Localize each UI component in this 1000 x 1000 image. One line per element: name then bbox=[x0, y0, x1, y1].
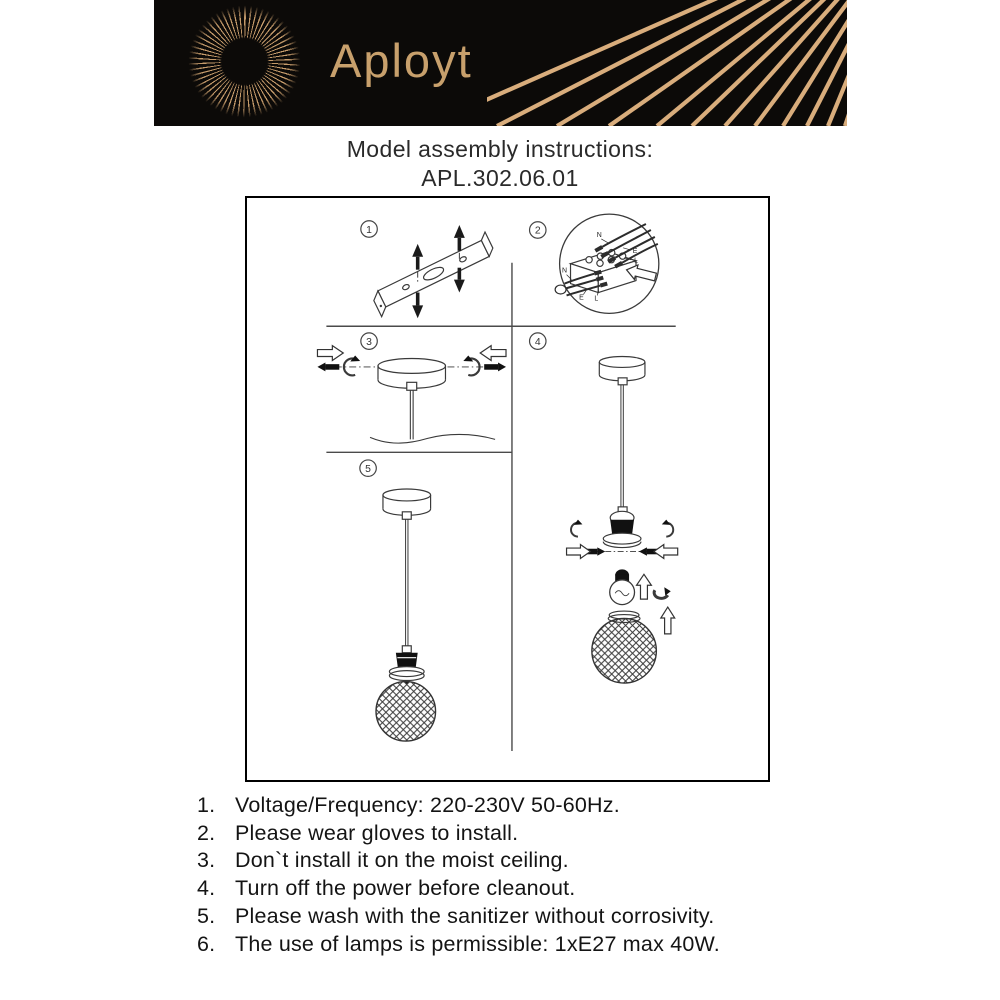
step1-panel-bracket bbox=[368, 225, 498, 318]
item-text: Turn off the power before cleanout. bbox=[235, 876, 576, 901]
mounting-bracket bbox=[368, 232, 498, 317]
canopy bbox=[599, 357, 645, 385]
wire-label-l-side: L bbox=[594, 295, 599, 303]
shade-up-arrow-icon bbox=[661, 607, 675, 634]
item-number: 1. bbox=[197, 793, 216, 817]
rays-decoration-icon bbox=[487, 0, 847, 126]
canopy bbox=[383, 489, 431, 519]
step-4-number: 4 bbox=[534, 336, 541, 348]
instruction-item bbox=[197, 931, 720, 959]
item-number: 6. bbox=[197, 931, 216, 956]
instruction-item bbox=[197, 792, 720, 820]
step-5-number: 5 bbox=[365, 463, 371, 475]
item-number: 5. bbox=[197, 903, 216, 928]
item-text: Voltage/Frequency: 220-230V 50-60Hz. bbox=[235, 793, 620, 817]
instruction-item bbox=[197, 875, 720, 903]
instruction-list bbox=[197, 792, 720, 958]
assembly-diagram-svg bbox=[247, 198, 768, 780]
bulb-up-arrow-icon bbox=[637, 574, 652, 599]
model-number: APL.302.06.01 bbox=[421, 165, 579, 191]
ceiling-canopy bbox=[378, 359, 445, 391]
mesh-ball-shade bbox=[376, 682, 436, 742]
item-number: 2. bbox=[197, 820, 216, 845]
sheet-title: Model assembly instructions: bbox=[346, 136, 654, 162]
step4-panel-assembly bbox=[567, 357, 678, 683]
cord bbox=[406, 519, 408, 646]
cord bbox=[621, 385, 623, 507]
wire-label-n-side: N bbox=[562, 267, 568, 275]
instruction-item bbox=[197, 903, 720, 931]
wire-label-e-side: E bbox=[579, 294, 584, 302]
step2-panel-wiring bbox=[555, 214, 659, 313]
brand-header bbox=[154, 0, 847, 126]
bulb-rotation-icon bbox=[654, 587, 671, 598]
step-3-number: 3 bbox=[366, 336, 372, 348]
light-bulb bbox=[610, 569, 635, 604]
wire-label-l-top: L bbox=[634, 257, 638, 265]
mesh-ball-shade bbox=[592, 619, 657, 684]
item-text: Please wear gloves to install. bbox=[235, 820, 519, 845]
step3-panel-canopy bbox=[317, 346, 506, 444]
item-number: 3. bbox=[197, 848, 216, 873]
wire-label-n-top: N bbox=[596, 231, 602, 239]
item-number: 4. bbox=[197, 876, 216, 901]
push-arrow-right-icon bbox=[654, 545, 678, 559]
push-arrow-left-icon bbox=[567, 545, 591, 559]
brand-name: Aployt bbox=[330, 34, 473, 87]
instruction-item bbox=[197, 847, 720, 875]
push-arrow-right-icon bbox=[480, 346, 506, 361]
item-text: Please wash with the sanitizer without corrosivity. bbox=[235, 903, 715, 928]
sunburst-logo-icon bbox=[187, 4, 302, 119]
lamp-socket bbox=[603, 507, 641, 548]
step-1-number: 1 bbox=[366, 224, 372, 236]
assembly-diagram bbox=[245, 196, 770, 782]
step-2-number: 2 bbox=[534, 225, 541, 237]
lamp-socket bbox=[389, 646, 424, 685]
item-text: Don`t install it on the moist ceiling. bbox=[235, 848, 569, 873]
push-arrow-left-icon bbox=[317, 346, 343, 361]
step5-panel-pendant bbox=[376, 489, 436, 741]
suspension-cord bbox=[410, 390, 413, 439]
ceiling-line bbox=[370, 434, 495, 443]
item-text: The use of lamps is permissible: 1xE27 max 40W. bbox=[235, 931, 720, 956]
instruction-item bbox=[197, 820, 720, 848]
wire-label-e-top: E bbox=[632, 247, 638, 255]
